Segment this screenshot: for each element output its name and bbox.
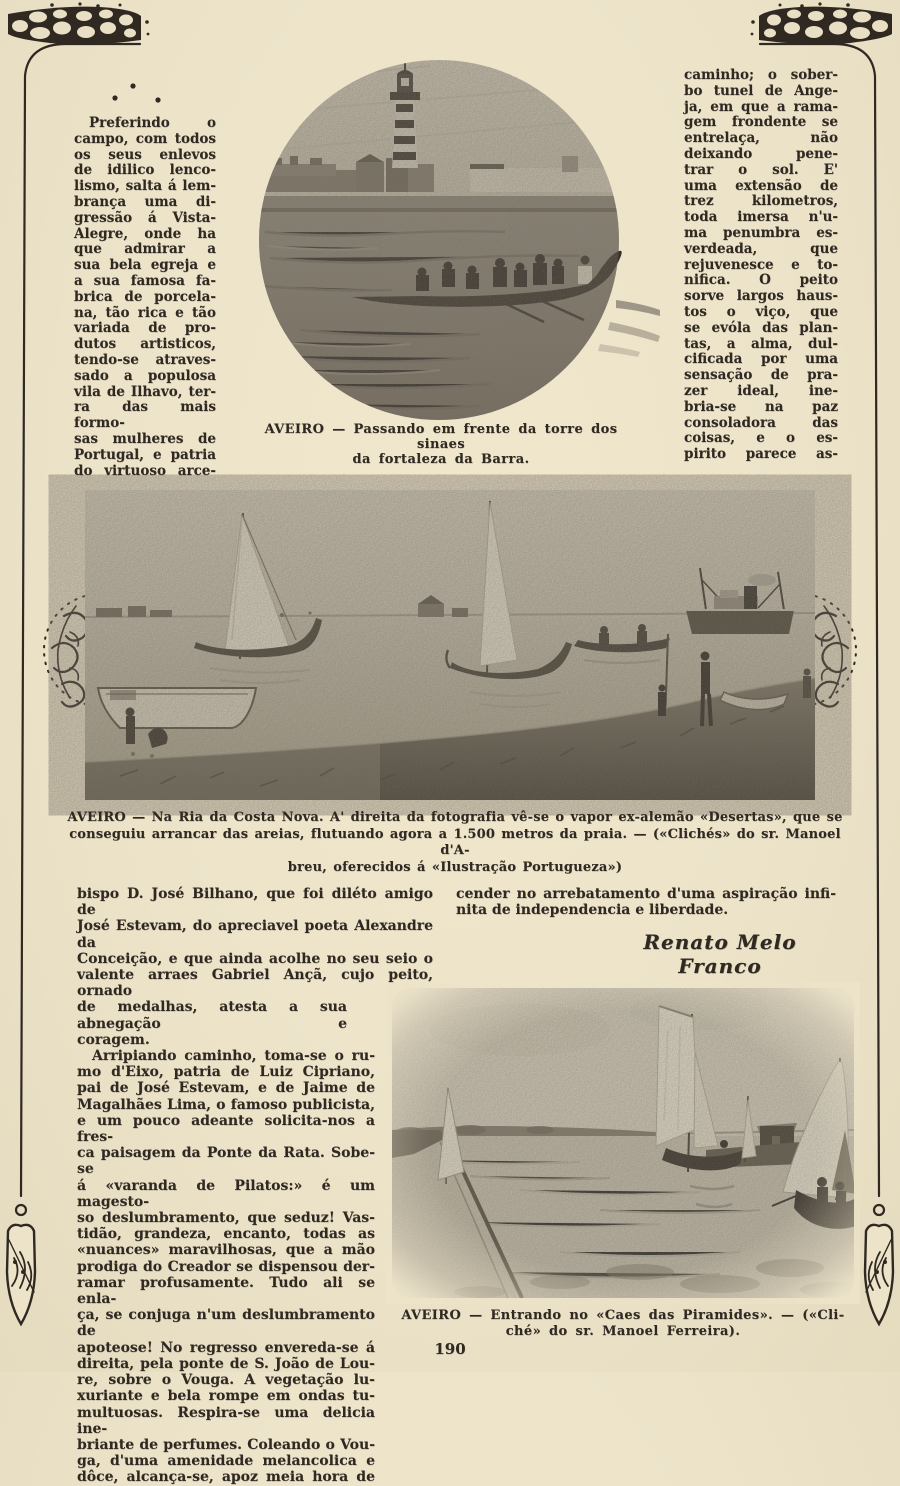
text-line: bria-se na paz [684,398,838,415]
text-line: verdeada, que [684,240,838,257]
text-line: ra das mais formo- [74,399,216,432]
text-line: ché» do sr. Manoel Ferreira). [505,1324,741,1339]
author-signature: Renato Melo Franco [643,930,797,978]
text-line: pai de José Estevam, e de Jaime de [77,1080,375,1097]
text-line: de medalhas, atesta a sua abnegação e [77,999,347,1032]
text-line: apoteose! No regresso envereda-se á [77,1339,375,1356]
column-top-right [684,68,838,463]
page-number: 190 [434,1340,466,1358]
text-line: Alegre, onde ha [74,225,216,242]
paragraph-bottom-right [456,886,836,918]
text-line: AVEIRO — Na Ria da Costa Nova. A' direita da fotografia vê-se o vapor ex-alemão «Desertas», que se [67,810,843,825]
text-line: brica de porcela- [74,288,216,305]
text-line: Arripiando caminho, toma-se o ru- [92,1048,375,1065]
text-line: que admirar a [74,241,216,258]
text-line: bo tunel de Ange- [684,82,838,99]
text-line: zer ideal, ine- [684,382,838,399]
text-line: nifica. O peito [684,272,838,289]
text-line: cificada por uma [684,351,838,368]
text-line: lismo, salta á lem- [74,178,216,195]
text-line: campo, com todos [74,130,216,147]
text-line: so deslumbramento, que seduz! Vas- [77,1210,375,1227]
text-line: sado a populosa [74,367,216,384]
text-line: os seus enlevos [74,146,216,163]
text-line: consoladora das [684,414,838,431]
text-line: vila de Ilhavo, ter- [74,383,216,400]
text-line: AVEIRO — Entrando no «Caes das Piramides». — («Cli- [401,1308,845,1323]
caption-photo-barra [241,422,641,467]
paragraph-arripiando [77,1048,375,1485]
text-line: prodiga do Creador se dispensou der- [77,1258,375,1275]
text-line: se evóla das plan- [684,319,838,336]
paragraph-bilhano [77,886,433,999]
text-line: Magalhães Lima, o famoso publicista, [77,1096,375,1113]
text-line: re, sobre o Vouga. A vegetação lu- [77,1372,375,1389]
text-line: bispo D. José Bilhano, que foi diléto amigo de [77,886,433,919]
text-line: valente arraes Gabriel Ançã, cujo peito, ornado [77,967,433,1000]
text-line: ramar profusamente. Tudo ali se enla- [77,1274,375,1308]
text-line: variada de pro- [74,320,216,337]
text-line: nita de independencia e liberdade. [456,902,729,919]
text-line: mo d'Eixo, patria de Luiz Cipriano, [77,1064,375,1081]
text-line: dutos artisticos, [74,336,216,353]
text-line: tos o viço, que [684,303,838,320]
section-dots-ornament [112,83,160,102]
pendant-ornament-left [7,1205,35,1324]
text-line: cender no arrebatamento d'uma aspiração infi- [456,886,836,902]
text-line: da fortaleza da Barra. [352,452,530,467]
text-line: briante de perfumes. Coleando o Vou- [77,1436,375,1453]
text-line: trez kilometros, [684,193,838,210]
text-line: do virtuoso arce- [74,462,216,479]
text-line: tidão, grandeza, encanto, todas as [77,1226,375,1243]
text-line: coragem. [77,1031,150,1048]
text-line: José Estevam, do apreciavel poeta Alexandre da [77,918,433,951]
column-bottom-left [77,886,445,1486]
text-line: á «varanda de Pilatos:» é um magesto- [77,1177,375,1210]
text-line: na, tão rica e tão [74,304,216,321]
text-line: multuosas. Respira-se uma delicia ine- [77,1404,375,1437]
text-line: uma extensão de [684,177,838,194]
text-line: Portugal, e patria [74,446,216,463]
text-line: tendo-se atraves- [74,351,216,368]
text-line: tas, a alma, dul- [684,335,838,352]
text-line: «nuances» maravilhosas, que a mão [77,1242,375,1259]
paragraph-medalhas [77,999,347,1048]
photo-caes-piramides [386,982,860,1304]
text-line: rejuvenesce e to- [684,256,838,273]
text-line: a sua famosa fa- [74,272,216,289]
text-line: toda imersa n'u- [684,209,838,226]
text-line: deixando pene- [684,145,838,162]
text-line: ja, em que a rama- [684,98,838,115]
text-line: pirito parece as- [684,446,838,463]
text-line: AVEIRO — Passando em frente da torre dos sinaes [264,422,618,452]
text-line: ça, se conjuga n'um deslumbramento de [77,1307,375,1340]
text-line: Preferindo o [89,115,216,131]
text-line: gressão á Vista- [74,209,216,226]
text-line: xuriante e bela rompe em ondas tu- [77,1388,375,1405]
text-line: sua bela egreja e [74,257,216,274]
text-line: e um pouco adeante solicita-nos a fres- [77,1112,375,1146]
text-line: Conceição, e que ainda acolhe no seu seio o [77,950,433,967]
text-line: ga, d'uma amenidade melancolica e [77,1453,375,1470]
text-line: trar o sol. E' [684,161,838,178]
photo-vignette [386,982,860,1304]
text-line: brança uma di- [74,193,216,210]
caption-photo-piramides [398,1308,848,1340]
photo-circular-barra [259,60,660,422]
text-line: dôce, alcança-se, apoz meia hora de [77,1469,375,1486]
text-line: sorve largos haus- [684,288,838,305]
text-line: direita, pela ponte de S. João de Lou- [77,1355,375,1372]
text-line: de idilico lenco- [74,162,216,179]
text-line: coisas, e o es- [684,430,838,447]
text-line: breu, oferecidos á «Ilustração Portugueza») [287,859,623,875]
text-line: sas mulheres de [74,430,216,447]
text-line: entrelaça, não [684,130,838,147]
text-line: sensação de pra- [684,367,838,384]
text-line: gem frondente se [684,114,838,131]
text-line: ca paisagem da Ponte da Rata. Sobe-se [77,1145,375,1178]
caption-photo-costa-nova [62,810,848,876]
corner-ornament-left [8,2,149,44]
photo-ria-costa-nova [85,490,815,800]
column-top-left [74,116,216,479]
text-line: conseguiu arrancar das areias, flutuando agora a 1.500 metros da praia. — («Clichés» do sr. Manoel d'A- [69,826,841,858]
text-line: ma penumbra es- [684,224,838,241]
text-line: caminho; o sober- [684,67,838,83]
